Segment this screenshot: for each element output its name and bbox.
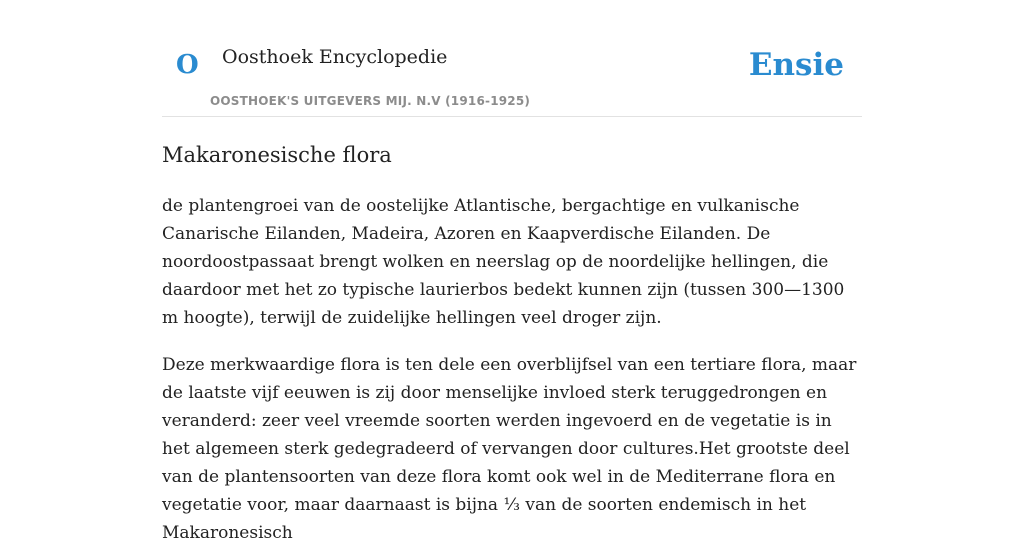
entry-title: Makaronesische flora	[162, 143, 392, 167]
publisher-label: OOSTHOEK'S UITGEVERS MIJ. N.V (1916-1925)	[210, 94, 531, 108]
site-logo-letter[interactable]: O	[176, 50, 199, 80]
site-title[interactable]: Oosthoek Encyclopedie	[222, 46, 448, 68]
site-header	[162, 0, 862, 117]
entry-content	[162, 140, 862, 547]
entry-paragraph: Deze merkwaardige flora is ten dele een overblijfsel van een tertiare flora, maar de laatste vijf eeuwen is zij door menselijke invloed sterk teruggedrongen en veranderd: zeer veel vreemde soorten werden ingevoerd en de vegetatie is in het algemeen sterk gedegradeerd of vervangen door cultures.Het grootste deel van de plantensoorten van deze flora komt ook wel in de Mediterrane flora en vegetatie voor, maar daarnaast is bijna ⅓ van de soorten endemisch in het Makaronesisch	[162, 355, 857, 543]
entry-paragraph: de plantengroei van de oostelijke Atlantische, bergachtige en vulkanische Canarische Eilanden, Madeira, Azoren en Kaapverdische Eilanden. De noordoostpassaat brengt wolken en neerslag op de noordelijke hellingen, die daardoor met het zo typische laurierbos bedekt kunnen zijn (tussen 300—1300 m hoogte), terwijl de zuidelijke hellingen veel droger zijn.	[162, 196, 845, 328]
brand-logo[interactable]: Ensie	[748, 47, 844, 83]
